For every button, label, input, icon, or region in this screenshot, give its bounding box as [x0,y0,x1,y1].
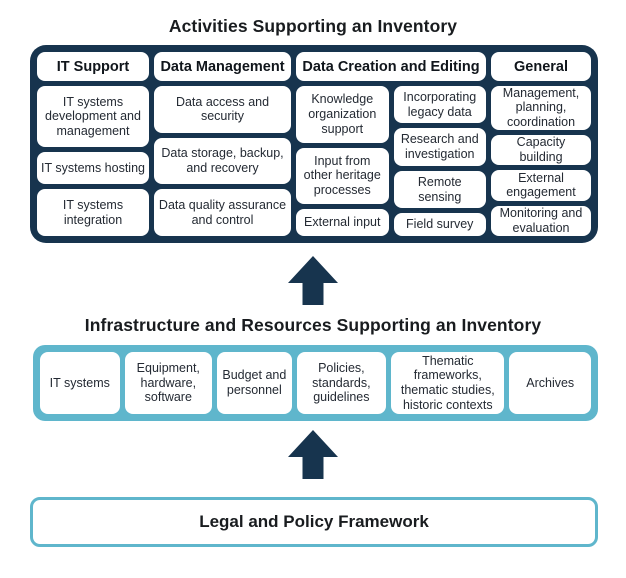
activity-box: Monitoring and evaluation [491,206,591,236]
column-it-support [37,52,149,236]
activity-box: Field survey [394,213,487,236]
column-header-it-support: IT Support [37,52,149,81]
column-data-management [154,52,291,236]
activity-box: External input [296,209,389,236]
activity-box: IT systems development and management [37,86,149,147]
data-creation-subcolumn-left [296,86,389,236]
activity-box: IT systems integration [37,189,149,236]
column-header-general: General [491,52,591,81]
infrastructure-box: Equipment, hardware, software [125,352,213,414]
up-arrow-icon [288,256,338,305]
activity-box: Data access and security [154,86,291,133]
data-creation-subcolumn-right [394,86,487,236]
infrastructure-box: Budget and personnel [217,352,292,414]
data-creation-subcolumns [296,86,486,236]
activity-box: Data storage, backup, and recovery [154,138,291,185]
activity-box: Research and investigation [394,128,487,165]
column-header-data-creation-editing: Data Creation and Editing [296,52,486,81]
up-arrow-icon [288,430,338,479]
column-header-data-management: Data Management [154,52,291,81]
infrastructure-box: Archives [509,352,591,414]
legal-policy-framework-box [30,497,598,547]
activity-box: Knowledge organization support [296,86,389,143]
legal-policy-framework-label: Legal and Policy Framework [199,512,429,531]
infrastructure-box: IT systems [40,352,120,414]
infrastructure-panel [33,345,598,421]
activity-box: Capacity building [491,135,591,165]
column-general [491,52,591,236]
activity-box: IT systems hosting [37,152,149,184]
activities-title: Activities Supporting an Inventory [168,16,458,36]
infrastructure-box: Thematic frameworks, thematic studies, historic contexts [391,352,504,414]
activity-box: External engagement [491,170,591,200]
activity-box: Remote sensing [394,171,487,208]
column-data-creation-editing [296,52,486,236]
activity-box: Data quality assurance and control [154,189,291,236]
activity-box: Input from other heritage processes [296,148,389,205]
infrastructure-box: Policies, standards, guidelines [297,352,386,414]
activities-panel [30,45,598,243]
infrastructure-title: Infrastructure and Resources Supporting an Inventory [84,315,542,335]
activity-box: Management, planning, coordination [491,86,591,130]
activity-box: Incorporating legacy data [394,86,487,123]
